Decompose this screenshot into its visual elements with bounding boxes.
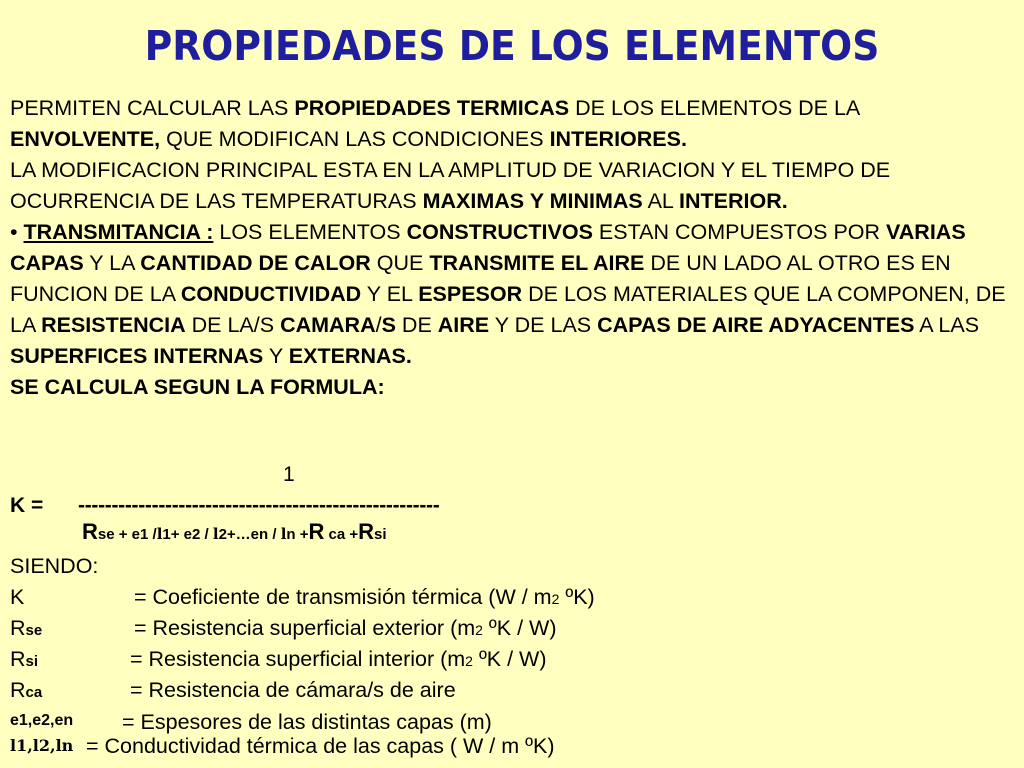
symbol-rsi	[10, 647, 38, 672]
text-run: Y	[263, 344, 289, 368]
formula-part: 2+…en /	[218, 526, 281, 543]
desc-text: ºK)	[559, 585, 595, 609]
desc-text: = Resistencia superficial interior (m	[130, 647, 466, 671]
text-run: LOS ELEMENTOS	[213, 220, 407, 244]
symbol-r: R	[10, 678, 26, 702]
bold-run: CONSTRUCTIVOS	[406, 220, 593, 244]
bold-run: CANTIDAD DE CALOR	[140, 251, 371, 275]
formula-fraction-bar: ------------------------------------------------------	[78, 494, 440, 517]
definition-k-desc	[134, 585, 595, 610]
symbol-subscript: ca	[25, 684, 43, 701]
text-run: QUE	[370, 251, 430, 275]
bold-run: MAXIMAS Y MINIMAS	[422, 189, 643, 213]
symbol-rca	[10, 678, 42, 703]
symbol-r: R	[10, 647, 26, 671]
bold-run: EXTERNAS.	[288, 344, 412, 368]
paragraph-modificacion	[10, 155, 1015, 217]
text-run: PERMITEN CALCULAR LAS	[10, 96, 295, 120]
bold-run: INTERIORES.	[549, 127, 687, 151]
definition-rsi-desc	[130, 647, 547, 672]
bold-run: ENVOLVENTE,	[10, 127, 161, 151]
text-run: QUE MODIFICAN LAS CONDICIONES	[160, 127, 550, 151]
formula-r: R	[358, 519, 375, 544]
lambda-symbol: l	[212, 525, 219, 543]
text-run: LA MODIFICACION PRINCIPAL ESTA EN LA AMPLITUD DE VARIACION Y EL TIEMPO DE OCURRENCIA DE LAS TEMPERATURAS	[10, 158, 891, 213]
text-run: /	[375, 313, 382, 337]
desc-text: ºK / W)	[482, 616, 557, 640]
text-run: A LAS	[914, 313, 980, 337]
formula-intro	[10, 372, 1015, 403]
text-run: DE	[395, 313, 438, 337]
formula-k-label: K =	[10, 494, 44, 517]
text-run: DE LA/S	[185, 313, 281, 337]
symbol-k: K	[10, 585, 25, 609]
bold-run: CAPAS DE AIRE ADYACENTES	[597, 313, 915, 337]
symbol-e: e1,e2,en	[10, 712, 74, 729]
formula-numerator: 1	[283, 463, 295, 486]
bullet: •	[10, 220, 24, 244]
text-run: DE LOS MATERIALES QUE LA COMPONEN, DE LA	[10, 282, 1006, 337]
formula-part: n +	[286, 526, 309, 543]
definitions-intro: SIENDO:	[10, 554, 99, 578]
symbol-lambda: l1,l2,ln	[10, 736, 74, 755]
bold-run: S	[381, 313, 396, 337]
bold-run: RESISTENCIA	[41, 313, 186, 337]
desc-exponent: 2	[465, 653, 473, 669]
formula-part: 1+ e2 /	[162, 526, 213, 543]
text-run: Y LA	[83, 251, 141, 275]
symbol-r: R	[10, 616, 26, 640]
paragraph-propiedades	[10, 93, 1015, 155]
text-run: Y EL	[361, 282, 419, 306]
definition-l-desc: = Conductividad térmica de las capas ( W / m ºK)	[86, 734, 555, 758]
definition-rse-desc	[134, 616, 556, 641]
bold-run: PROPIEDADES TERMICAS	[294, 96, 570, 120]
desc-exponent: 2	[475, 622, 483, 638]
formula-denominator	[82, 519, 387, 545]
bold-run: TRANSMITE EL AIRE	[429, 251, 645, 275]
symbol-rse	[10, 616, 42, 641]
bold-run: VARIAS CAPAS	[10, 220, 966, 275]
definition-rca-desc: = Resistencia de cámara/s de aire	[130, 678, 456, 702]
desc-text: ºK / W)	[472, 647, 547, 671]
lambda-symbol: l	[156, 525, 163, 543]
formula-part: si	[374, 526, 387, 543]
bold-run: AIRE	[437, 313, 490, 337]
symbol-subscript: si	[25, 653, 39, 670]
text-run: ESTAN COMPUESTOS POR	[592, 220, 887, 244]
transmitancia-heading: TRANSMITANCIA :	[23, 220, 214, 244]
text-run: DE UN LADO AL OTRO ES EN FUNCION DE LA	[10, 251, 951, 306]
desc-exponent: 2	[551, 591, 560, 607]
bold-run: CAMARA	[280, 313, 376, 337]
text-run: AL	[642, 189, 680, 213]
bold-run: SUPERFICES INTERNAS	[10, 344, 264, 368]
formula-r: R	[308, 519, 325, 544]
paragraph-transmitancia	[10, 217, 1015, 372]
formula-part: se + e1 /	[97, 526, 157, 543]
text-run: DE LOS ELEMENTOS DE LA	[569, 96, 860, 120]
body-text	[10, 93, 1015, 403]
desc-text: = Coeficiente de transmisión térmica (W / m	[134, 585, 552, 609]
symbol-subscript: se	[25, 622, 43, 639]
page-title: PROPIEDADES DE LOS ELEMENTOS	[144, 22, 880, 70]
formula-r: R	[82, 519, 98, 544]
desc-text: = Resistencia superficial exterior (m	[134, 616, 476, 640]
bold-run: INTERIOR.	[679, 189, 788, 213]
lambda-symbol: l	[280, 525, 287, 543]
formula-part: ca +	[324, 526, 359, 543]
bold-run: CONDUCTIVIDAD	[180, 282, 362, 306]
formula-intro-text: SE CALCULA SEGUN LA FORMULA:	[10, 375, 385, 399]
definition-e-desc: = Espesores de las distintas capas (m)	[122, 710, 492, 734]
bold-run: ESPESOR	[418, 282, 523, 306]
text-run: Y DE LAS	[489, 313, 598, 337]
